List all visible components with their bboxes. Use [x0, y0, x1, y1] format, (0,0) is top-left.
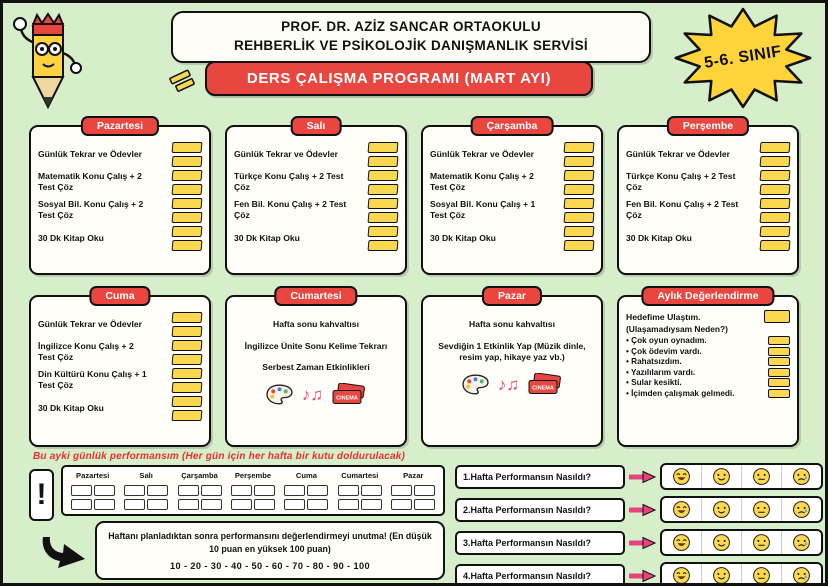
- task-checkbox[interactable]: [172, 410, 203, 421]
- performance-day-cell: [280, 499, 333, 510]
- performance-checkbox[interactable]: [284, 485, 305, 496]
- black-arrow-right-icon: [39, 531, 87, 576]
- task-checkbox[interactable]: [172, 382, 203, 393]
- performance-grid-row: [66, 499, 440, 510]
- performance-checkbox[interactable]: [254, 485, 275, 496]
- task-checkbox[interactable]: [172, 142, 203, 153]
- task-checkboxes: [172, 340, 202, 365]
- performance-grid: [61, 465, 445, 516]
- task-checkbox[interactable]: [172, 212, 203, 223]
- performance-checkbox[interactable]: [338, 499, 359, 510]
- evaluation-reason-label: • Rahatsızdım.: [626, 357, 682, 366]
- task-checkbox[interactable]: [172, 156, 203, 167]
- performance-day-cell: [387, 499, 440, 510]
- task-checkbox[interactable]: [368, 226, 399, 237]
- crying-face-icon[interactable]: [781, 498, 821, 521]
- task-row: [626, 141, 790, 167]
- task-label: Günlük Tekrar ve Ödevler: [626, 148, 730, 159]
- week-question-label: 3.Hafta Performansın Nasıldı?: [455, 531, 625, 555]
- grade-badge: [669, 5, 817, 111]
- crying-face-icon[interactable]: [781, 531, 821, 554]
- performance-day-cell: [226, 485, 279, 496]
- school-name: PROF. DR. AZİZ SANCAR ORTAOKULU: [281, 19, 541, 34]
- day-card-title: Aylık Değerlendirme: [641, 286, 774, 306]
- evaluation-goal-row: [626, 310, 790, 323]
- day-card-sali: [225, 120, 407, 275]
- performance-checkbox[interactable]: [254, 499, 275, 510]
- task-checkbox[interactable]: [368, 170, 399, 181]
- task-label: 30 Dk Kitap Oku: [38, 232, 104, 243]
- task-label: Türkçe Konu Çalış + 2 Test Çöz: [626, 171, 736, 192]
- task-label: Din Kültürü Konu Çalış + 1 Test Çöz: [38, 369, 147, 390]
- day-card-title: Pazar: [482, 286, 542, 306]
- task-label: 30 Dk Kitap Oku: [430, 232, 496, 243]
- task-checkbox[interactable]: [368, 240, 399, 251]
- task-checkbox[interactable]: [368, 184, 399, 195]
- smiling-face-icon[interactable]: [701, 531, 741, 554]
- day-column-header: Pazartesi: [76, 471, 110, 480]
- face-rating-box: [660, 529, 823, 556]
- evaluation-reason-row: [626, 336, 790, 345]
- evaluation-reason-row: [626, 347, 790, 356]
- weekend-activity-label: Hafta sonu kahvaltısı: [469, 319, 555, 329]
- task-row: [626, 169, 790, 195]
- evaluation-subtitle: (Ulaşamadıysam Neden?): [626, 324, 728, 334]
- performance-checkbox[interactable]: [391, 499, 412, 510]
- day-column-header: Perşembe: [234, 471, 272, 480]
- task-label: 30 Dk Kitap Oku: [38, 402, 104, 413]
- task-checkbox[interactable]: [368, 198, 399, 209]
- laughing-face-icon[interactable]: [662, 465, 701, 488]
- task-row: [430, 169, 594, 195]
- grade-badge-label: 5-6. SINIF: [703, 43, 783, 72]
- scoring-note-text: Haftanı planladıktan sonra performansını değerlendirmeyi unutma! (En düşük 10 puan en yüksek 100 puan): [108, 531, 432, 554]
- pink-arrow-right-icon: [629, 536, 656, 550]
- task-row: [38, 367, 202, 393]
- performance-day-cell: [333, 485, 386, 496]
- weekend-activity-label: İngilizce Ünite Sonu Kelime Tekrarı: [244, 340, 388, 351]
- task-checkboxes: [368, 226, 398, 251]
- task-label: Günlük Tekrar ve Ödevler: [430, 148, 534, 159]
- face-rating-box: [660, 562, 823, 586]
- activity-icons: [430, 373, 594, 396]
- task-checkboxes: [564, 226, 594, 251]
- task-checkbox[interactable]: [564, 240, 595, 251]
- task-checkbox[interactable]: [172, 396, 203, 407]
- day-card-title: Cumartesi: [274, 286, 357, 306]
- task-row: [38, 395, 202, 421]
- task-row: [38, 141, 202, 167]
- task-row: [234, 225, 398, 251]
- evaluation-reason-checkbox[interactable]: [768, 389, 790, 398]
- smiling-face-icon[interactable]: [701, 564, 741, 586]
- task-checkbox[interactable]: [172, 240, 203, 251]
- task-checkbox[interactable]: [172, 326, 203, 337]
- task-label: 30 Dk Kitap Oku: [626, 232, 692, 243]
- neutral-face-icon[interactable]: [741, 564, 781, 586]
- cinema-ticket-icon: [332, 383, 366, 406]
- task-checkboxes: [564, 142, 594, 167]
- service-name: REHBERLİK VE PSİKOLOJİK DANIŞMANLIK SERVİSİ: [234, 37, 588, 53]
- task-checkboxes: [172, 170, 202, 195]
- performance-day-cell: [119, 485, 172, 496]
- svg-text:CINEMA: CINEMA: [532, 385, 554, 392]
- performance-day-cell: [173, 499, 226, 510]
- week-question-label: 4.Hafta Performansın Nasıldı?: [455, 564, 625, 586]
- task-checkbox[interactable]: [172, 368, 203, 379]
- task-checkboxes: [172, 312, 202, 337]
- performance-day-cell: [333, 499, 386, 510]
- face-rating-box: [660, 463, 823, 490]
- task-label: Matematik Konu Çalış + 2 Test Çöz: [430, 171, 534, 192]
- weekday-cards-row-2: [29, 290, 799, 447]
- paint-palette-icon: [266, 384, 293, 405]
- laughing-face-icon[interactable]: [662, 564, 701, 586]
- task-label: Günlük Tekrar ve Ödevler: [38, 148, 142, 159]
- evaluation-reason-row: [626, 368, 790, 377]
- paint-palette-icon: [462, 374, 489, 395]
- crying-face-icon[interactable]: [781, 465, 821, 488]
- performance-day-cell: [66, 485, 119, 496]
- svg-text:CINEMA: CINEMA: [336, 395, 358, 402]
- task-checkboxes: [172, 396, 202, 421]
- task-row: [38, 169, 202, 195]
- day-card-title: Salı: [291, 116, 342, 136]
- task-checkbox[interactable]: [564, 226, 595, 237]
- task-checkbox[interactable]: [564, 170, 595, 181]
- performance-checkbox[interactable]: [361, 499, 382, 510]
- program-title: DERS ÇALIŞMA PROGRAMI (MART AYI): [205, 61, 593, 96]
- task-row: [38, 225, 202, 251]
- performance-day-cell: [226, 499, 279, 510]
- evaluation-reason-row: [626, 389, 790, 398]
- task-row: [626, 197, 790, 223]
- task-row: [38, 311, 202, 337]
- school-header: [171, 11, 651, 63]
- task-checkboxes: [760, 226, 790, 251]
- scoring-note: [95, 521, 445, 580]
- task-row: [234, 169, 398, 195]
- day-card-aylik-degerlendirme: [617, 290, 799, 447]
- pencil-mascot-icon: [13, 9, 83, 116]
- day-card-cumartesi: [225, 290, 407, 447]
- task-label: Sosyal Bil. Konu Çalış + 1 Test Çöz: [430, 199, 536, 220]
- performance-checkbox[interactable]: [124, 499, 145, 510]
- evaluation-reason-label: • Çok ödevim vardı.: [626, 347, 702, 356]
- performance-day-cell: [119, 499, 172, 510]
- task-checkbox[interactable]: [172, 312, 203, 323]
- day-card-carsamba: [421, 120, 603, 275]
- day-column-header: Pazar: [403, 471, 424, 480]
- task-label: İngilizce Konu Çalış + 2 Test Çöz: [38, 341, 134, 362]
- task-checkbox[interactable]: [760, 212, 791, 223]
- task-checkboxes: [172, 226, 202, 251]
- performance-checkbox[interactable]: [231, 499, 252, 510]
- task-checkbox[interactable]: [760, 142, 791, 153]
- face-rating-box: [660, 496, 823, 523]
- neutral-face-icon[interactable]: [741, 465, 781, 488]
- day-card-pazar: [421, 290, 603, 447]
- task-row: [38, 197, 202, 223]
- task-row: [430, 197, 594, 223]
- task-label: 30 Dk Kitap Oku: [234, 232, 300, 243]
- performance-checkbox[interactable]: [414, 499, 435, 510]
- day-column-header: Salı: [139, 471, 153, 480]
- task-checkbox[interactable]: [172, 198, 203, 209]
- score-scale: 10 - 20 - 30 - 40 - 50 - 60 - 70 - 80 - 90 - 100: [170, 560, 370, 571]
- performance-day-cell: [66, 499, 119, 510]
- task-checkbox[interactable]: [564, 156, 595, 167]
- evaluation-reason-checkbox[interactable]: [768, 357, 790, 366]
- week-question-label: 1.Hafta Performansın Nasıldı?: [455, 465, 625, 489]
- performance-grid-header: [66, 469, 440, 482]
- pink-arrow-right-icon: [629, 470, 656, 484]
- task-checkbox[interactable]: [172, 170, 203, 181]
- day-card-title: Pazartesi: [81, 116, 159, 136]
- performance-checkbox[interactable]: [71, 485, 92, 496]
- performance-checkbox[interactable]: [147, 485, 168, 496]
- performance-checkbox[interactable]: [201, 499, 222, 510]
- task-checkbox[interactable]: [760, 198, 791, 209]
- task-row: [234, 197, 398, 223]
- task-label: Fen Bil. Konu Çalış + 2 Test Çöz: [234, 199, 347, 220]
- weekly-performance-section: [455, 463, 823, 586]
- task-checkboxes: [564, 198, 594, 223]
- task-row: [626, 225, 790, 251]
- smiling-face-icon[interactable]: [701, 465, 741, 488]
- task-label: Günlük Tekrar ve Ödevler: [234, 148, 338, 159]
- day-card-pazartesi: [29, 120, 211, 275]
- task-checkboxes: [172, 368, 202, 393]
- task-checkbox[interactable]: [368, 142, 399, 153]
- task-checkbox[interactable]: [760, 170, 791, 181]
- day-card-title: Cuma: [89, 286, 150, 306]
- task-checkboxes: [368, 170, 398, 195]
- task-checkboxes: [172, 198, 202, 223]
- week-performance-row: [455, 529, 823, 556]
- performance-checkbox[interactable]: [147, 499, 168, 510]
- weekend-activity-label: Hafta sonu kahvaltısı: [273, 319, 359, 329]
- day-card-cuma: [29, 290, 211, 447]
- performance-checkbox[interactable]: [307, 499, 328, 510]
- crying-face-icon[interactable]: [781, 564, 821, 586]
- performance-checkbox[interactable]: [94, 499, 115, 510]
- task-checkbox[interactable]: [564, 212, 595, 223]
- evaluation-reason-checkbox[interactable]: [768, 378, 790, 387]
- day-card-persembe: [617, 120, 799, 275]
- performance-checkbox[interactable]: [307, 485, 328, 496]
- task-checkbox[interactable]: [172, 226, 203, 237]
- evaluation-reason-checkbox[interactable]: [768, 336, 790, 345]
- task-label: Matematik Konu Çalış + 2 Test Çöz: [38, 171, 142, 192]
- performance-checkbox[interactable]: [124, 485, 145, 496]
- evaluation-goal-checkbox[interactable]: [764, 310, 790, 323]
- performance-day-cell: [173, 485, 226, 496]
- evaluation-reason-label: • İçimden çalışmak gelmedi.: [626, 389, 734, 398]
- performance-checkbox[interactable]: [94, 485, 115, 496]
- evaluation-goal-label: Hedefime Ulaştım.: [626, 311, 701, 322]
- cinema-ticket-icon: [528, 373, 562, 396]
- pink-arrow-right-icon: [629, 569, 656, 583]
- week-question-label: 2.Hafta Performansın Nasıldı?: [455, 498, 625, 522]
- evaluation-reason-checkbox[interactable]: [768, 368, 790, 377]
- performance-day-cell: [280, 485, 333, 496]
- performance-checkbox[interactable]: [71, 499, 92, 510]
- task-label: Günlük Tekrar ve Ödevler: [38, 318, 142, 329]
- weekend-activity-label: Serbest Zaman Etkinlikleri: [262, 362, 370, 373]
- performance-checkbox[interactable]: [284, 499, 305, 510]
- evaluation-reason-label: • Çok oyun oynadım.: [626, 336, 707, 345]
- performance-checkbox[interactable]: [361, 485, 382, 496]
- task-row: [430, 141, 594, 167]
- week-performance-row: [455, 562, 823, 586]
- task-checkboxes: [760, 198, 790, 223]
- evaluation-reason-checkbox[interactable]: [768, 347, 790, 356]
- day-card-title: Çarşamba: [471, 116, 554, 136]
- exclamation-mark-icon: !: [29, 469, 54, 521]
- performance-grid-body: [66, 485, 440, 510]
- task-checkbox[interactable]: [760, 156, 791, 167]
- evaluation-reason-label: • Sular kesikti.: [626, 378, 682, 387]
- music-notes-icon: ♪♫: [301, 384, 324, 404]
- performance-day-cell: [387, 485, 440, 496]
- task-checkbox[interactable]: [368, 156, 399, 167]
- weekday-cards-row-1: [29, 120, 799, 275]
- neutral-face-icon[interactable]: [741, 498, 781, 521]
- day-column-header: Cumartesi: [341, 471, 379, 480]
- weekend-activity-label: Sevdiğin 1 Etkinlik Yap (Müzik dinle, resim yap, hikaye yaz vb.): [438, 340, 586, 363]
- performance-checkbox[interactable]: [178, 485, 199, 496]
- task-checkbox[interactable]: [172, 354, 203, 365]
- chalk-sticks-icon: [167, 65, 199, 98]
- task-label: Fen Bil. Konu Çalış + 2 Test Çöz: [626, 199, 739, 220]
- performance-checkbox[interactable]: [231, 485, 252, 496]
- task-checkbox[interactable]: [368, 212, 399, 223]
- performance-grid-row: [66, 485, 440, 496]
- performance-checkbox[interactable]: [338, 485, 359, 496]
- week-performance-row: [455, 463, 823, 490]
- task-checkboxes: [368, 142, 398, 167]
- performance-checkbox[interactable]: [178, 499, 199, 510]
- task-checkboxes: [760, 170, 790, 195]
- task-checkboxes: [368, 198, 398, 223]
- task-checkboxes: [172, 142, 202, 167]
- task-row: [234, 141, 398, 167]
- laughing-face-icon[interactable]: [662, 531, 701, 554]
- performance-section-title: Bu ayki günlük performansım (Her gün için her hafta bir kutu doldurulacak): [33, 451, 406, 462]
- task-checkbox[interactable]: [564, 184, 595, 195]
- task-checkbox[interactable]: [172, 340, 203, 351]
- smiling-face-icon[interactable]: [701, 498, 741, 521]
- task-row: [38, 339, 202, 365]
- laughing-face-icon[interactable]: [662, 498, 701, 521]
- evaluation-reason-row: [626, 357, 790, 366]
- performance-checkbox[interactable]: [201, 485, 222, 496]
- task-checkbox[interactable]: [564, 142, 595, 153]
- task-label: Türkçe Konu Çalış + 2 Test Çöz: [234, 171, 344, 192]
- task-checkbox[interactable]: [760, 226, 791, 237]
- neutral-face-icon[interactable]: [741, 531, 781, 554]
- activity-icons: [234, 383, 398, 406]
- task-checkbox[interactable]: [760, 184, 791, 195]
- day-column-header: Çarşamba: [181, 471, 218, 480]
- task-checkbox[interactable]: [172, 184, 203, 195]
- day-card-title: Perşembe: [667, 116, 749, 136]
- evaluation-reason-row: [626, 378, 790, 387]
- week-performance-row: [455, 496, 823, 523]
- task-checkboxes: [760, 142, 790, 167]
- task-row: [430, 225, 594, 251]
- task-label: Sosyal Bil. Konu Çalış + 2 Test Çöz: [38, 199, 144, 220]
- day-column-header: Cuma: [295, 471, 317, 480]
- evaluation-reason-label: • Yazılılarım vardı.: [626, 368, 695, 377]
- music-notes-icon: ♪♫: [497, 374, 520, 394]
- performance-checkbox[interactable]: [414, 485, 435, 496]
- pink-arrow-right-icon: [629, 503, 656, 517]
- task-checkbox[interactable]: [760, 240, 791, 251]
- task-checkboxes: [564, 170, 594, 195]
- performance-checkbox[interactable]: [391, 485, 412, 496]
- task-checkbox[interactable]: [564, 198, 595, 209]
